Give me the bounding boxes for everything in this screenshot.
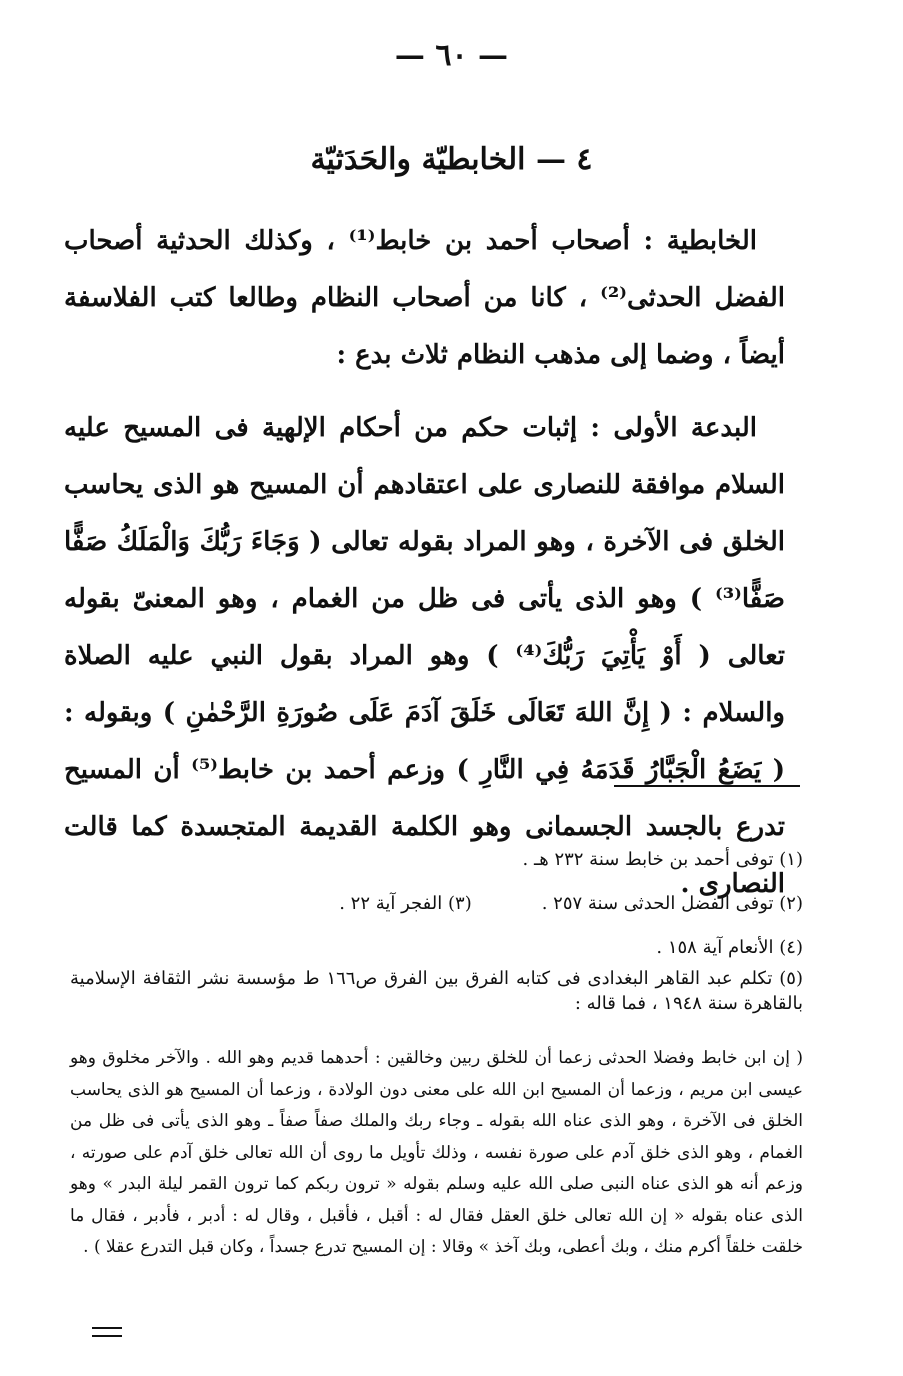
section-title: ٤ — الخابطيّة والحَدَثيّة	[310, 142, 593, 177]
footnote-3: (٣) الفجر آية ٢٢ .	[339, 893, 472, 914]
footnote-5: (٥) تكلم عبد القاهر البغدادى فى كتابه الفرق بين الفرق ص١٦٦ ط مؤسسة نشر الثقافة الإسلامية بالقاهرة سنة ١٩٤٨ ، فما قاله :	[70, 968, 803, 1014]
paragraph-text: الخابطية : أصحاب أحمد بن خابط⁽¹⁾ ، وكذلك الحدثية أصحاب الفضل الحدثى⁽²⁾ ، كانا من أصحاب النظام وطالعا كتب الفلاسفة أيضاً ، وضما إلى مذهب النظام ثلاث بدع :	[64, 226, 785, 370]
footnote-2: (٢) توفى الفضل الحدثى سنة ٢٥٧ .	[541, 893, 803, 914]
footnote-quote: ( إن ابن خابط وفضلا الحدثى زعما أن للخلق ربين وخالقين : أحدهما قديم وهو الله . والآخر مخلوق وهو عيسى ابن مريم ، وزعما أن المسيح ابن الله على معنى دون الولادة ، وزعما أن المسيح هو الذى يحاسب الخلق فى الآخرة ، وهو الذى عناه الله بقوله ـ وجاء ربك والملك صفاً صفاً ـ وهو الذى يأتى فى ظل من الغمام ، وهو الذى خلق آدم على صورة نفسه ، وذلك تأويل ما روى أن الله تعالى خلق آدم على صورته ، وزعم أنه هو الذى عناه النبى صلى الله عليه وسلم بقوله « ترون ربكم كما ترون القمر ليلة البدر » وهو الذى عناه بقوله « إن الله تعالى خلق العقل فقال له : أقبل ، فأقبل ، وقال له : أدبر ، فأدبر ، فقال ما خلقت خلقاً أكرم منك ، وبك أعطى، وبك آخذ » وقالا : إن المسيح تدرع جسداً ، وكان قبل التدرع عقلا ) .	[70, 1048, 803, 1257]
footnote-1: (١) توفى أحمد بن خابط سنة ٢٣٢ هـ .	[522, 849, 803, 870]
footnote-gap	[472, 882, 542, 926]
footnote-row-2-3	[70, 882, 803, 926]
footnote-divider	[614, 785, 800, 787]
footnote-4: (٤) الأنعام آية ١٥٨ .	[656, 937, 803, 958]
paragraph-khabitiyya	[64, 213, 785, 384]
end-mark-icon	[92, 1327, 122, 1343]
footnotes	[70, 838, 803, 1016]
paragraph-text: البدعة الأولى : إثبات حكم من أحكام الإلهية فى المسيح عليه السلام موافقة للنصارى على اعتقادهم أن المسيح هو الذى يحاسب الخلق فى الآخرة ، وهو المراد بقوله تعالى ( وَجَاءَ رَبُّكَ وَالْمَلَكُ صَفًّا صَفًّا⁽³⁾ ) وهو الذى يأتى فى ظل من الغمام ، وهو المعنىّ بقوله تعالى ( أَوْ يَأْتِيَ رَبُّكَ⁽⁴⁾ ) وهو المراد بقول النبي عليه الصلاة والسلام : ( إِنَّ اللهَ تَعَالَى خَلَقَ آدَمَ عَلَى صُورَةِ الرَّحْمٰنِ ) وبقوله : ( يَضَعُ الْجَبَّارُ قَدَمَهُ فِي النَّارِ ) وزعم أحمد بن خابط⁽⁵⁾ أن المسيح تدرع بالجسد الجسمانى وهو الكلمة القديمة المتجسدة كما قالت النصارى .	[64, 413, 785, 899]
paragraph-first-innovation	[64, 400, 785, 913]
page-number: — ٦٠ —	[394, 38, 509, 73]
